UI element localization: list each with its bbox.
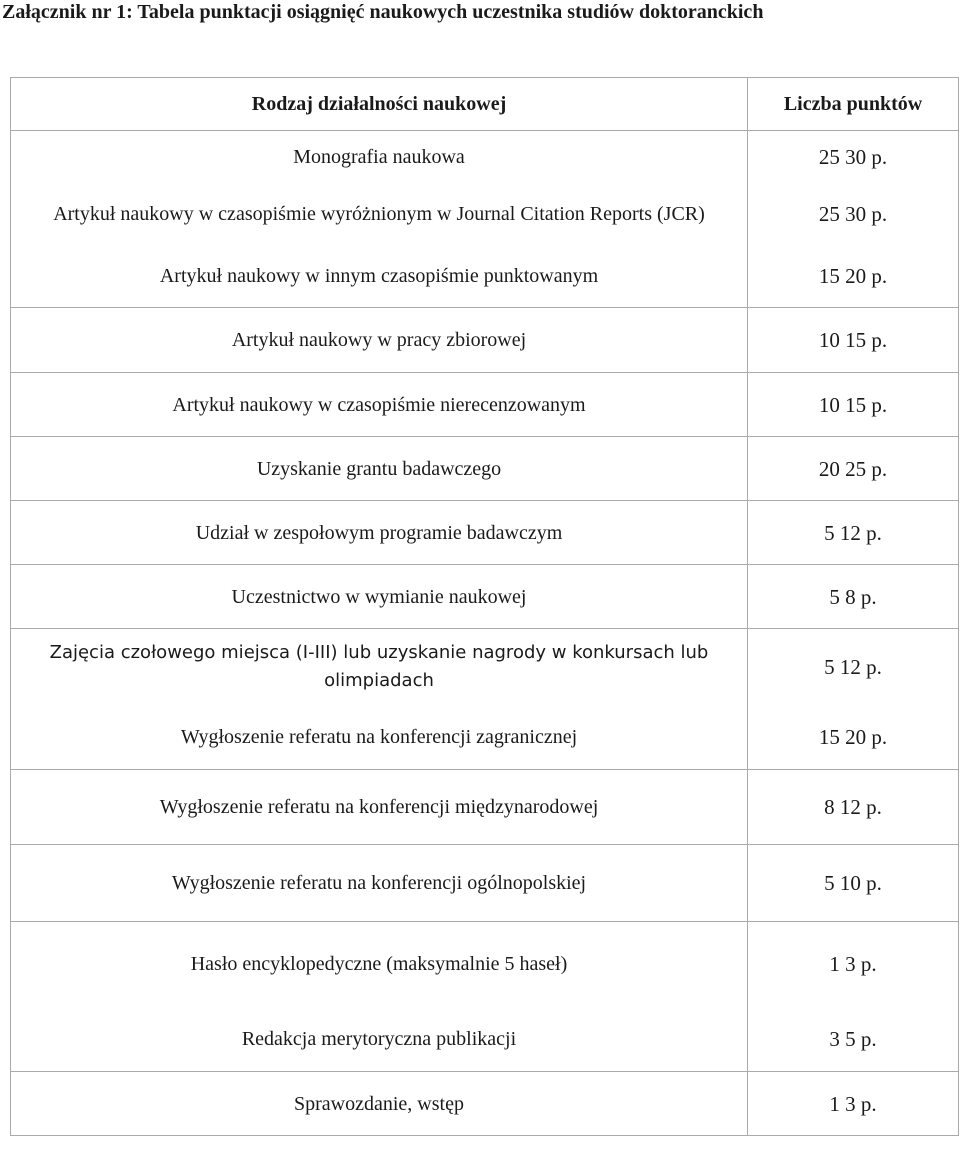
points-cell: 20 25 p.	[748, 437, 959, 501]
table-row	[11, 1072, 959, 1136]
activity-cell: Hasło encyklopedyczne (maksymalnie 5 haseł)	[11, 922, 748, 1007]
activity-cell: Wygłoszenie referatu na konferencji międzynarodowej	[11, 770, 748, 845]
points-cell: 15 20 p.	[748, 705, 959, 770]
points-cell: 5 12 p.	[748, 501, 959, 565]
table-row	[11, 705, 959, 770]
activity-cell: Uczestnictwo w wymianie naukowej	[11, 565, 748, 629]
table-row	[11, 373, 959, 437]
points-cell: 25 30 p.	[748, 131, 959, 183]
points-cell: 3 5 p.	[748, 1007, 959, 1072]
points-cell: 1 3 p.	[748, 1072, 959, 1136]
table-row	[11, 565, 959, 629]
points-cell: 5 8 p.	[748, 565, 959, 629]
points-cell: 10 15 p.	[748, 373, 959, 437]
points-cell: 8 12 p.	[748, 770, 959, 845]
points-cell: 1 3 p.	[748, 922, 959, 1007]
points-cell: 5 10 p.	[748, 845, 959, 922]
points-cell: 10 15 p.	[748, 308, 959, 373]
table-header-row	[11, 78, 959, 131]
header-activity-type: Rodzaj działalności naukowej	[11, 78, 748, 131]
table-row	[11, 845, 959, 922]
points-cell: 5 12 p.	[748, 629, 959, 705]
table-row	[11, 131, 959, 183]
activity-cell: Wygłoszenie referatu na konferencji zagranicznej	[11, 705, 748, 770]
table-row	[11, 183, 959, 246]
activity-cell: Sprawozdanie, wstęp	[11, 1072, 748, 1136]
table-row	[11, 308, 959, 373]
points-table	[10, 77, 959, 1136]
document-title: Załącznik nr 1: Tabela punktacji osiągnięć naukowych uczestnika studiów doktoranckich	[2, 1, 764, 23]
table-row	[11, 629, 959, 705]
activity-cell: Artykuł naukowy w czasopiśmie nierecenzowanym	[11, 373, 748, 437]
table-row	[11, 1007, 959, 1072]
activity-cell: Artykuł naukowy w innym czasopiśmie punktowanym	[11, 246, 748, 308]
table-row	[11, 922, 959, 1007]
activity-cell: Artykuł naukowy w pracy zbiorowej	[11, 308, 748, 373]
activity-cell: Wygłoszenie referatu na konferencji ogólnopolskiej	[11, 845, 748, 922]
table-row	[11, 246, 959, 308]
activity-cell: Artykuł naukowy w czasopiśmie wyróżnionym w Journal Citation Reports (JCR)	[11, 183, 748, 246]
activity-cell: Redakcja merytoryczna publikacji	[11, 1007, 748, 1072]
header-points: Liczba punktów	[748, 78, 959, 131]
points-cell: 25 30 p.	[748, 183, 959, 246]
activity-cell: Udział w zespołowym programie badawczym	[11, 501, 748, 565]
table-row	[11, 501, 959, 565]
table-row	[11, 770, 959, 845]
activity-cell: Uzyskanie grantu badawczego	[11, 437, 748, 501]
activity-cell: Zajęcia czołowego miejsca (I-III) lub uzyskanie nagrody w konkursach lub olimpiadach	[11, 629, 748, 705]
table-row	[11, 437, 959, 501]
activity-cell: Monografia naukowa	[11, 131, 748, 183]
points-cell: 15 20 p.	[748, 246, 959, 308]
